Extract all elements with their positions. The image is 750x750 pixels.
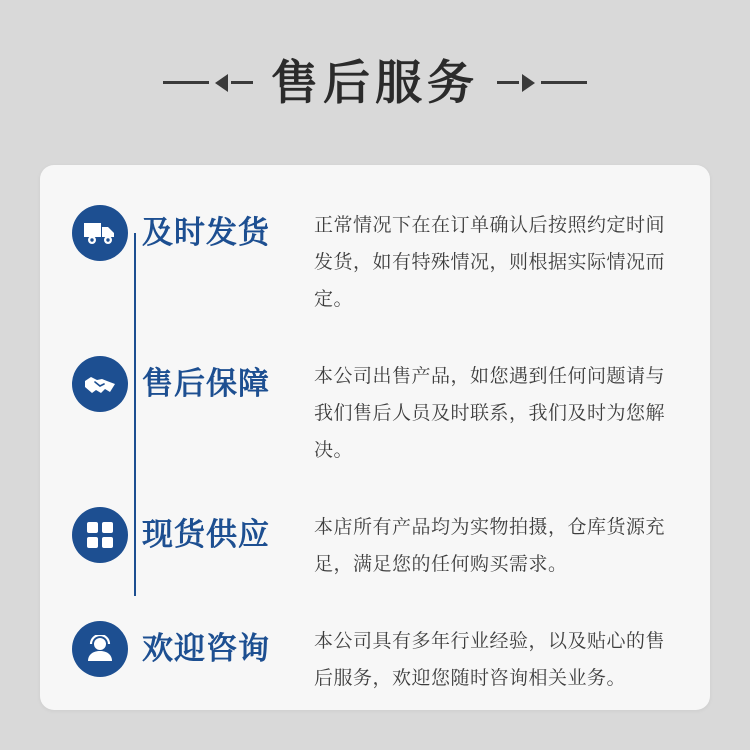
page-header bbox=[0, 45, 750, 120]
left-arrow-ornament bbox=[163, 68, 253, 98]
service-description: 本店所有产品均为实物拍摄，仓库货源充足，满足您的任何购买需求。 bbox=[314, 517, 666, 575]
list-item bbox=[72, 354, 684, 469]
service-title: 欢迎咨询 bbox=[142, 631, 270, 666]
handshake-icon bbox=[72, 356, 128, 412]
service-description: 本公司具有多年行业经验，以及贴心的售后服务，欢迎您随时咨询相关业务。 bbox=[314, 631, 666, 689]
ornament-bar bbox=[231, 81, 253, 84]
ornament-triangle bbox=[215, 74, 228, 92]
ornament-bar bbox=[497, 81, 519, 84]
list-item bbox=[72, 203, 684, 318]
service-title: 及时发货 bbox=[142, 215, 270, 250]
list-item bbox=[72, 619, 684, 697]
headset-person-icon bbox=[72, 621, 128, 677]
ornament-bar bbox=[163, 81, 209, 84]
ornament-bar bbox=[541, 81, 587, 84]
service-title: 现货供应 bbox=[142, 517, 270, 552]
page-title: 售后服务 bbox=[271, 56, 479, 109]
list-item bbox=[72, 505, 684, 583]
services-card bbox=[40, 165, 710, 710]
service-description: 正常情况下在在订单确认后按照约定时间发货，如有特殊情况，则根据实际情况而定。 bbox=[314, 215, 666, 310]
ornament-triangle bbox=[522, 74, 535, 92]
truck-icon bbox=[72, 205, 128, 261]
service-title: 售后保障 bbox=[142, 366, 270, 401]
service-description: 本公司出售产品，如您遇到任何问题请与我们售后人员及时联系，我们及时为您解决。 bbox=[314, 366, 666, 461]
right-arrow-ornament bbox=[497, 68, 587, 98]
boxes-icon bbox=[72, 507, 128, 563]
services-list bbox=[72, 203, 684, 689]
